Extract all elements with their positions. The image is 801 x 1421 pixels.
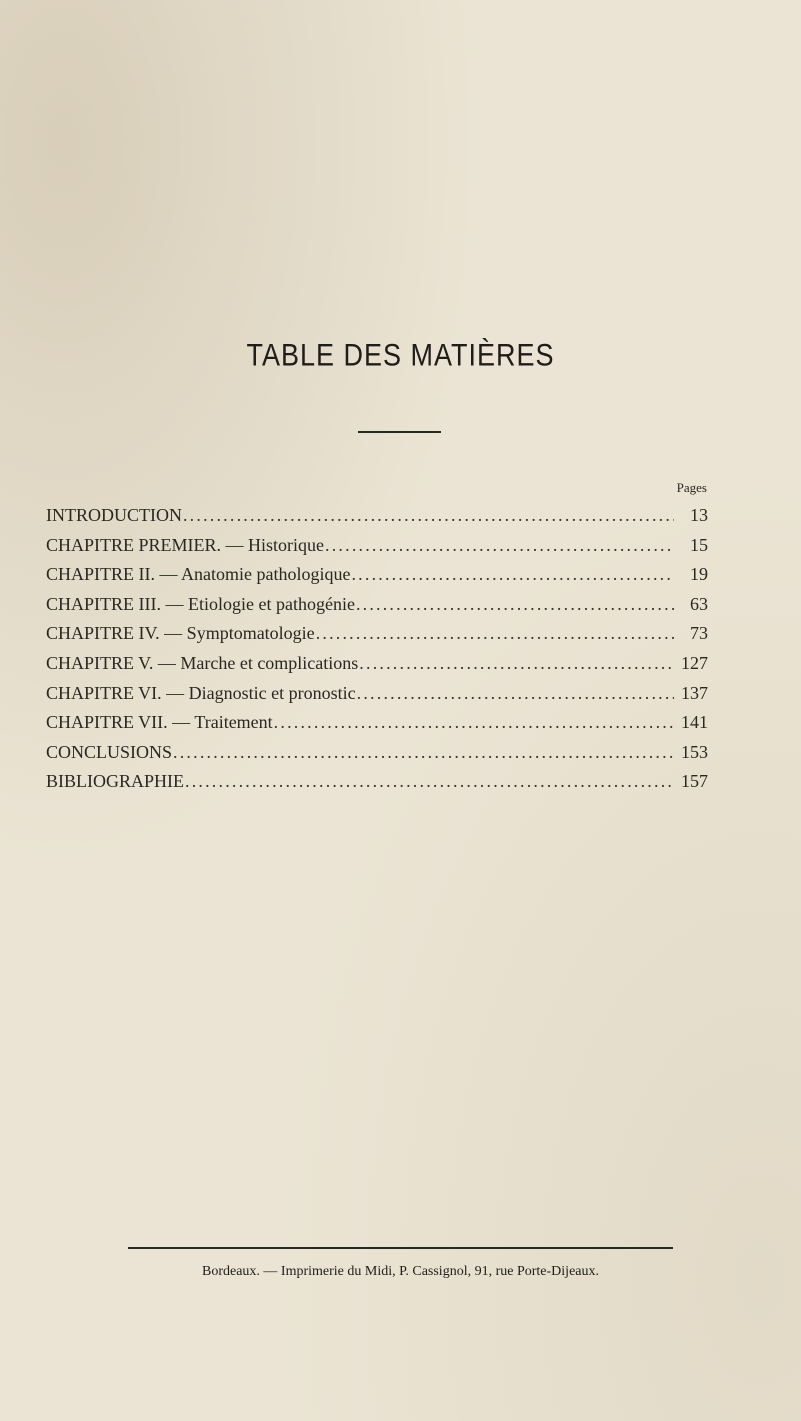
toc-leader-dots: [316, 623, 674, 644]
toc-entry-page: 19: [690, 564, 708, 585]
toc-entry: [46, 564, 708, 594]
toc-entry-page: 141: [681, 712, 708, 733]
toc-entry-label: CHAPITRE III. — Etiologie et pathogénie: [46, 593, 355, 614]
toc-entry-page: 137: [681, 682, 708, 703]
toc-leader-dots: [359, 653, 674, 674]
toc-entry-page: 13: [690, 505, 708, 525]
pages-column-header: Pages: [676, 480, 707, 495]
toc-entry-label: CHAPITRE VI. — Diagnostic et pronostic: [46, 682, 356, 703]
toc-entry: [46, 742, 708, 772]
toc-entry-label: INTRODUCTION: [46, 505, 182, 525]
toc-entry-label: CHAPITRE PREMIER. — Historique: [46, 534, 325, 555]
toc-entry: [46, 771, 708, 801]
toc-entry-page: 153: [681, 741, 708, 762]
toc-leader-dots: [357, 683, 674, 704]
toc-entry-page: 127: [681, 652, 708, 673]
footer-divider: [128, 1247, 673, 1249]
toc-entry-label: CONCLUSIONS: [46, 741, 173, 762]
toc-entry: [46, 535, 708, 565]
toc-leader-dots: [325, 535, 674, 556]
toc-entry-page: 157: [681, 771, 708, 792]
toc-entry: [46, 505, 708, 535]
printer-imprint: Bordeaux. — Imprimerie du Midi, P. Cassignol, 91, rue Porte-Dijeaux.: [202, 1264, 599, 1279]
toc-entry: [46, 683, 708, 713]
table-of-contents: [46, 505, 708, 801]
title-divider: [358, 431, 441, 433]
toc-entry-page: 15: [690, 534, 708, 555]
toc-leader-dots: [274, 712, 674, 733]
toc-entry-label: BIBLIOGRAPHIE: [46, 771, 184, 792]
toc-leader-dots: [356, 594, 674, 615]
toc-entry: [46, 653, 708, 683]
toc-entry-label: CHAPITRE IV. — Symptomatologie: [46, 623, 315, 644]
toc-entry: [46, 594, 708, 624]
toc-leader-dots: [185, 771, 674, 792]
toc-leader-dots: [173, 742, 674, 763]
page-title: TABLE DES MATIÈRES: [246, 337, 555, 373]
toc-entry-page: 73: [690, 623, 708, 644]
toc-entry: [46, 712, 708, 742]
toc-leader-dots: [183, 505, 674, 526]
toc-entry-label: CHAPITRE V. — Marche et complications: [46, 652, 359, 673]
toc-leader-dots: [351, 564, 674, 585]
toc-entry: [46, 623, 708, 653]
toc-entry-page: 63: [690, 593, 708, 614]
toc-entry-label: CHAPITRE VII. — Traitement: [46, 712, 273, 733]
toc-entry-label: CHAPITRE II. — Anatomie pathologique: [46, 564, 351, 585]
